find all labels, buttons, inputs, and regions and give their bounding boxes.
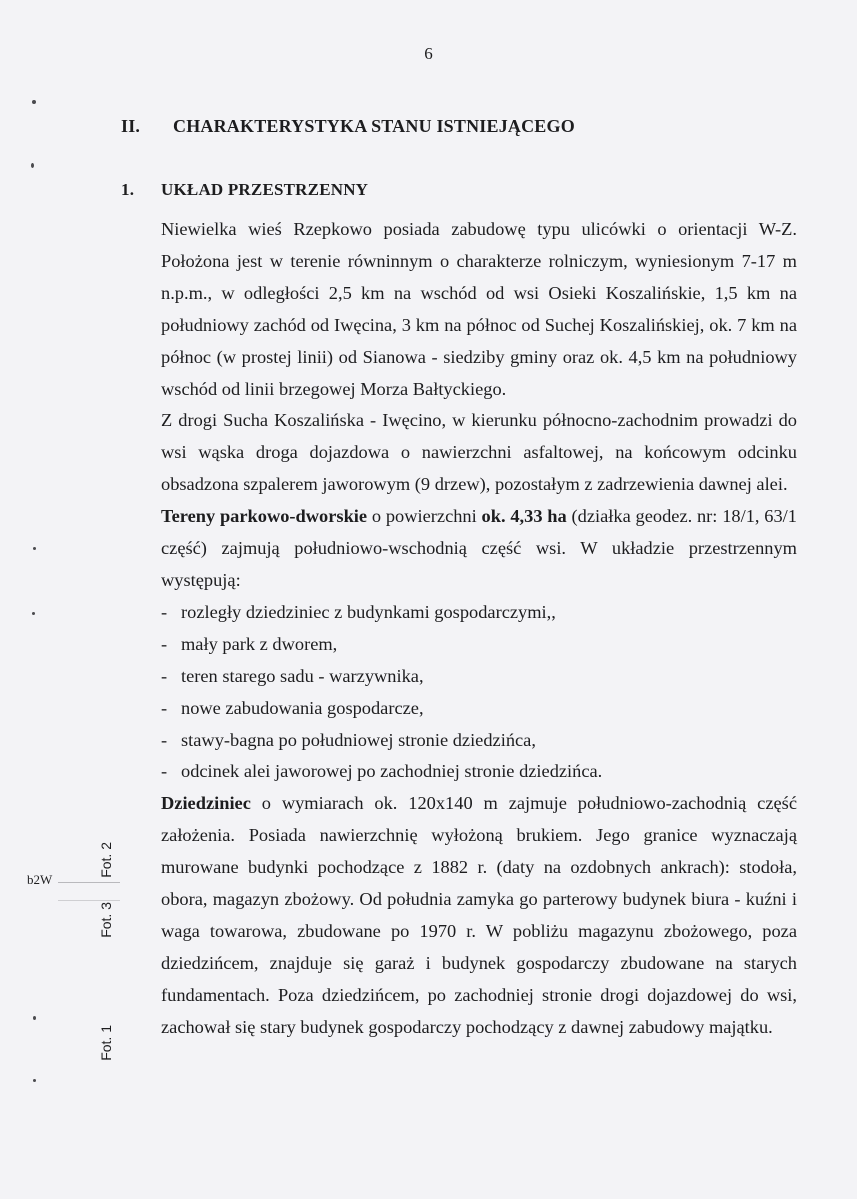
paragraph	[161, 214, 797, 405]
list-item-text: odcinek alei jaworowej po zachodniej stronie dziedzińca.	[181, 761, 603, 782]
scan-speck	[32, 612, 35, 615]
feature-list	[161, 597, 797, 788]
list-item-text: stawy-bagna po południowej stronie dziedzińca,	[181, 729, 536, 750]
photo-label-fot-1: Fot. 1	[98, 1025, 114, 1061]
list-item	[161, 725, 797, 757]
scan-speck	[32, 100, 36, 104]
list-item	[161, 597, 797, 629]
paragraphs	[161, 214, 797, 597]
scan-speck	[33, 1016, 36, 1020]
chapter-title: CHARAKTERYSTYKA STANU ISTNIEJĄCEGO	[173, 116, 575, 136]
text-run: o wymiarach ok. 120x140 m zajmuje południowo-zachodnią część założenia. Posiada nawierzchnię wyłożoną brukiem. Jego granice wyznaczają murowane budynki pochodzące z 1882 r. (daty na ozdobnych ankrach): stodoła, obora, magazyn zbożowy. Od południa zamyka go parterowy budynek biura - kuźni i waga towarowa, zbudowane po 1970 r. W pobliżu magazynu zbożowego, poza dziedzińcem, znajduje się garaż i budynek gospodarczy zbudowane na starych fundamentach. Poza dziedzińcem, po zachodniej stronie drogi dojazdowej do wsi, zachował się stary budynek gospodarczy pochodzący z dawnej zabudowy majątku.	[161, 793, 797, 1037]
bold-phrase: ok. 4,33 ha	[481, 506, 567, 527]
list-item	[161, 693, 797, 725]
dash-bullet-icon: -	[161, 665, 168, 686]
text-run: o powierzchni	[367, 506, 482, 527]
photo-label-fot-2: Fot. 2	[98, 842, 114, 878]
section-number: 1.	[121, 180, 135, 199]
dash-bullet-icon: -	[161, 633, 168, 654]
dash-bullet-icon: -	[161, 601, 168, 622]
text-run: Niewielka wieś Rzepkowo posiada zabudowę typu ulicówki o orientacji W-Z. Położona jest w terenie równinnym o charakterze rolniczym, wyniesionym 7-17 m n.p.m., w odległości 2,5 km na wschód od wsi Osieki Koszalińskie, 1,5 km na południowy zachód od Iwęcina, 3 km na północ od Suchej Koszalińskiej, ok. 7 km na północ (w prostej linii) od Sianowa - siedziby gminy oraz ok. 4,5 km na południowy wschód od linii brzegowej Morza Bałtyckiego.	[161, 219, 797, 399]
list-item	[161, 756, 797, 788]
closing-paragraph-wrap	[161, 788, 797, 1043]
list-item	[161, 629, 797, 661]
list-item	[161, 661, 797, 693]
page-number: 6	[424, 44, 433, 63]
dash-bullet-icon: -	[161, 761, 168, 782]
photo-label-fot-3: Fot. 3	[98, 902, 114, 938]
scan-speck	[33, 1079, 36, 1082]
paragraph	[161, 405, 797, 501]
list-item-text: rozległy dziedziniec z budynkami gospodarczymi,,	[181, 601, 556, 622]
paragraph	[161, 501, 797, 597]
list-item-text: nowe zabudowania gospodarcze,	[181, 697, 424, 718]
dash-bullet-icon: -	[161, 697, 168, 718]
bold-phrase: Tereny parkowo-dworskie	[161, 506, 368, 527]
text-run: (działka geodez. nr: 18/1, 63/1 część) zajmują południowo-wschodnią część wsi. W układzie przestrzennym występują:	[161, 506, 797, 590]
margin-rule	[58, 882, 120, 883]
scan-speck	[31, 163, 34, 168]
scan-speck	[33, 547, 36, 550]
paragraph	[161, 788, 797, 1043]
dash-bullet-icon: -	[161, 729, 168, 750]
body-text	[161, 214, 797, 1044]
chapter-number: II.	[121, 116, 141, 136]
section-title: UKŁAD PRZESTRZENNY	[161, 180, 369, 199]
text-run: Z drogi Sucha Koszalińska - Iwęcino, w kierunku północno-zachodnim prowadzi do wsi wąska droga dojazdowa o nawierzchni asfaltowej, na końcowym odcinku obsadzona szpalerem jaworowym (9 drzew), pozostałym z zadrzewienia dawnej alei.	[161, 410, 797, 495]
margin-reference: b2W	[27, 872, 53, 887]
list-item-text: teren starego sadu - warzywnika,	[181, 665, 424, 686]
bold-phrase: Dziedziniec	[161, 793, 251, 814]
list-item-text: mały park z dworem,	[181, 633, 338, 654]
